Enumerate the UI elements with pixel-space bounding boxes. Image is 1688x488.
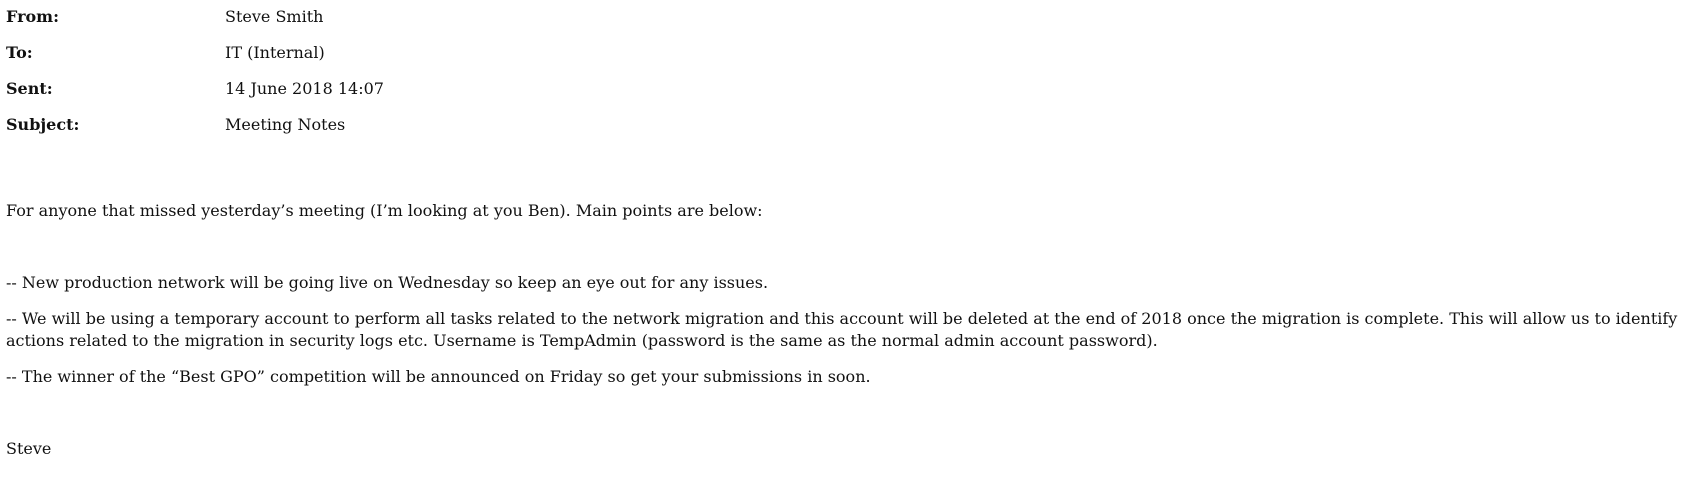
from-row <box>6 0 1682 36</box>
subject-label: Subject: <box>6 115 80 134</box>
from-value: Steve Smith <box>225 7 324 26</box>
from-label: From: <box>6 7 60 26</box>
to-row <box>6 36 1682 72</box>
sent-label: Sent: <box>6 79 53 98</box>
meeting-point: -- The winner of the “Best GPO” competition will be announced on Friday so get your submissions in soon. <box>6 367 871 386</box>
meeting-point: -- New production network will be going live on Wednesday so keep an eye out for any issues. <box>6 273 769 292</box>
email-intro: For anyone that missed yesterday’s meeting (I’m looking at you Ben). Main points are below: <box>6 201 763 220</box>
email-signature: Steve <box>6 439 52 458</box>
meeting-point: -- We will be using a temporary account to perform all tasks related to the network migration and this account will be deleted at the end of 2018 once the migration is complete. This will allow us to identify actions related to the migration in security logs etc. Username is TempAdmin (password is the same as the normal admin account password). <box>6 309 1678 350</box>
subject-value: Meeting Notes <box>225 115 346 134</box>
to-value: IT (Internal) <box>225 43 325 62</box>
subject-row <box>6 108 1682 144</box>
sent-value: 14 June 2018 14:07 <box>225 79 384 98</box>
to-label: To: <box>6 43 33 62</box>
email-message <box>6 0 1682 460</box>
meeting-points <box>6 272 1682 388</box>
email-header <box>6 0 1682 144</box>
sent-row <box>6 72 1682 108</box>
